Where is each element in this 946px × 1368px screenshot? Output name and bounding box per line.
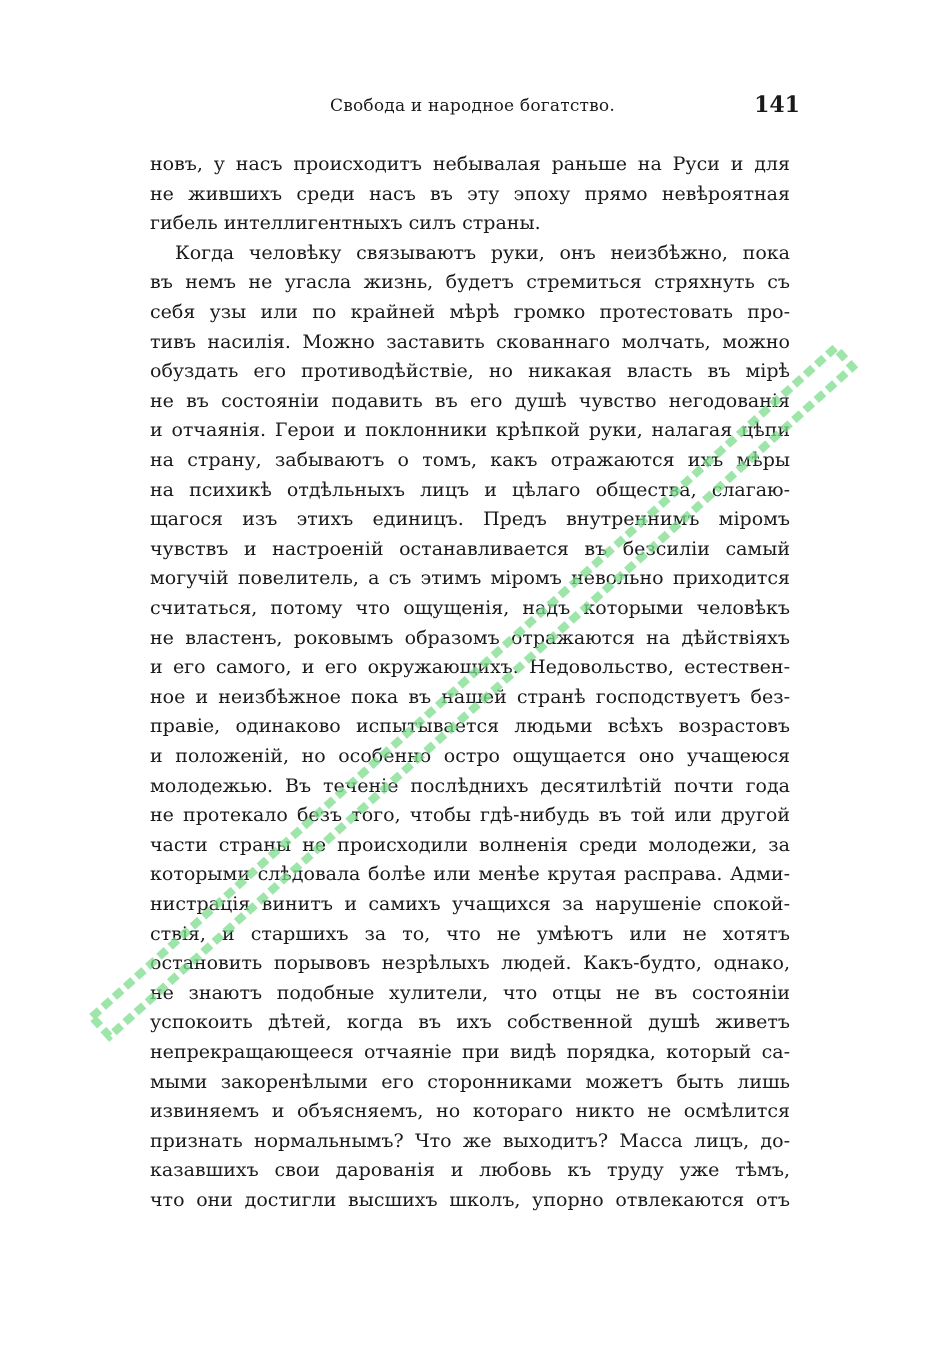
text-line: не въ состояніи подавить въ его душѣ чувство негодованія — [150, 390, 790, 412]
text-line: части страны не происходили волненія среди молодежи, за — [150, 834, 790, 856]
text-line: новъ, у насъ происходитъ небывалая раньше на Руси и для — [150, 153, 790, 175]
text-line: обуздать его противодѣйствіе, но никакая власть въ мірѣ — [150, 360, 790, 382]
text-line: извиняемъ и объясняемъ, но котораго никто не осмѣлится — [150, 1100, 790, 1122]
text-line: могучій повелитель, а съ этимъ міромъ невольно приходится — [150, 567, 790, 589]
text-line: на психикѣ отдѣльныхъ лицъ и цѣлаго общества, слагаю- — [150, 479, 790, 501]
text-line: Когда человѣку связываютъ руки, онъ неизбѣжно, пока — [175, 242, 790, 264]
text-line: не жившихъ среди насъ въ эту эпоху прямо невѣроятная — [150, 183, 790, 205]
text-line: правіе, одинаково испытывается людьми всѣхъ возрастовъ — [150, 715, 790, 737]
text-line: и положеній, но особенно остро ощущается оно учащеюся — [150, 745, 790, 767]
text-line: не знаютъ подобные хулители, что отцы не въ состояніи — [150, 982, 790, 1004]
text-line: которыми слѣдовала болѣе или менѣе крутая расправа. Адми- — [150, 863, 790, 885]
page-header — [150, 92, 800, 120]
text-line: казавшихъ свои дарованія и любовь къ труду уже тѣмъ, — [150, 1159, 790, 1181]
text-line: непрекращающееся отчаяніе при видѣ порядка, который са- — [150, 1041, 790, 1063]
running-title: Свобода и народное богатство. — [330, 96, 615, 116]
text-line: тивъ насилія. Можно заставить скованнаго молчать, можно — [150, 331, 790, 353]
text-line: и его самого, и его окружающихъ. Недовольство, естествен- — [150, 656, 790, 678]
text-line: ствія, и старшихъ за то, что не умѣютъ или не хотятъ — [150, 923, 790, 945]
text-line: въ немъ не угасла жизнь, будетъ стремиться стряхнуть съ — [150, 271, 790, 293]
text-line: гибель интеллигентныхъ силъ страны. — [150, 212, 541, 234]
text-line: успокоить дѣтей, когда въ ихъ собственной душѣ живетъ — [150, 1011, 790, 1033]
text-line: себя узы или по крайней мѣрѣ громко протестовать про- — [150, 301, 790, 323]
text-line: чувствъ и настроеній останавливается въ безсиліи самый — [150, 538, 790, 560]
text-line: и отчаянія. Герои и поклонники крѣпкой руки, налагая цѣпи — [150, 419, 790, 441]
text-line: признать нормальнымъ? Что же выходитъ? Масса лицъ, до- — [150, 1130, 790, 1152]
text-line: что они достигли высшихъ школъ, упорно отвлекаются отъ — [150, 1189, 790, 1211]
text-line: щагося изъ этихъ единицъ. Предъ внутреннимъ міромъ — [150, 508, 790, 530]
text-line: не протекало безъ того, чтобы гдѣ-нибудь въ той или другой — [150, 804, 790, 826]
text-line: считаться, потому что ощущенія, надъ которыми человѣкъ — [150, 597, 790, 619]
text-line: ное и неизбѣжное пока въ нашей странѣ господствуетъ без- — [150, 686, 790, 708]
text-line: молодежью. Въ теченіе послѣднихъ десятилѣтій почти года — [150, 775, 790, 797]
text-line: на страну, забываютъ о томъ, какъ отражаются ихъ мѣры — [150, 449, 790, 471]
text-line: остановить порывовъ незрѣлыхъ людей. Какъ-будто, однако, — [150, 952, 790, 974]
text-line: нистрація винитъ и самихъ учащихся за нарушеніе спокой- — [150, 893, 790, 915]
page-number: 141 — [754, 92, 800, 118]
text-line: не властенъ, роковымъ образомъ отражаются на дѣйствіяхъ — [150, 627, 790, 649]
text-line: мыми закоренѣлыми его сторонниками можетъ быть лишь — [150, 1071, 790, 1093]
